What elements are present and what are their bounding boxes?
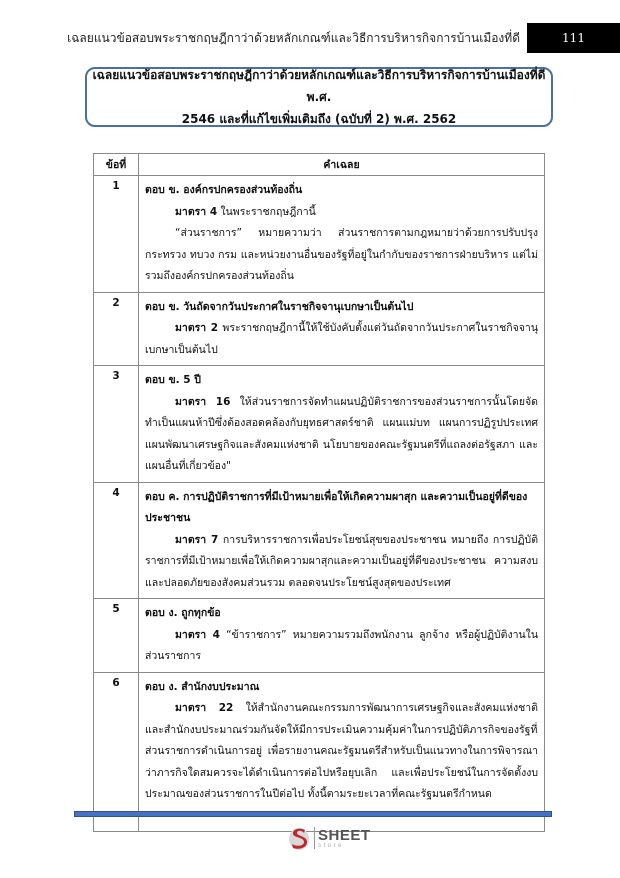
title-line-2: 2546 และที่แก้ไขเพิ่มเติมถึง (ฉบับที่ 2) พ.ศ. 2562 [181, 112, 457, 126]
logo-divider [314, 827, 315, 849]
answer-choice: ตอบ ค. การปฏิบัติราชการที่มีเป้าหมายเพื่อให้เกิดความผาสุก และความเป็นอยู่ที่ดีของประชาชน [145, 490, 528, 524]
explanation-paragraph [145, 223, 538, 288]
section-ref: มาตรา 16 [175, 395, 231, 408]
table-row [94, 366, 545, 483]
answer-cell [139, 599, 545, 673]
question-number: 5 [94, 599, 139, 673]
logo-word: SHEET [318, 826, 371, 844]
table-row [94, 292, 545, 366]
section-ref: มาตรา 2 [175, 322, 219, 334]
section-text: ให้ส่วนราชการจัดทำแผนปฏิบัติราชการของส่วนราชการนั้นโดยจัดทำเป็นแผนห้าปีซึ่งต้องสอดคล้องกับยุทธศาสตร์ชาติ แผนแม่บท แผนการปฏิรูปประเทศ แผนพัฒนาเศรษฐกิจและสังคมแห่งชาติ นโยบายของคณะรัฐมนตรีที่แถลงต่อรัฐสภา และแผนอื่นที่เกี่ยวข้อง" [145, 395, 538, 472]
explanation-paragraph [145, 318, 538, 361]
answer-table [93, 153, 545, 832]
section-ref: มาตรา 4 [175, 205, 218, 218]
answer-cell [139, 176, 545, 293]
logo-text [318, 828, 371, 849]
table-row [94, 672, 545, 831]
header-answer: คำเฉลย [139, 154, 545, 176]
section-ref: มาตรา 7 [175, 533, 219, 546]
question-number: 2 [94, 292, 139, 366]
question-number: 3 [94, 366, 139, 483]
section-ref: มาตรา 22 [175, 702, 234, 714]
section-text: ให้สำนักงานคณะกรรมการพัฒนาการเศรษฐกิจและสังคมแห่งชาติ และสำนักงบประมาณร่วมกันจัดให้มีการประเมินความคุ้มค่าในการปฏิบัติภารกิจของรัฐที่ส่วนราชการดำเนินการอยู่ เพื่อรายงานคณะรัฐมนตรีสำหรับเป็นแนวทางในการพิจารณาว่าภารกิจใดสมควรจะได้ดำเนินการต่อไปหรือยุบเลิก และเพื่อประโยชน์ในการจัดตั้งงบประมาณของส่วนราชการในปีต่อไป ทั้งนี้ตามระยะเวลาที่คณะรัฐมนตรีกำหนด [145, 702, 538, 800]
explanation-paragraph [145, 392, 538, 478]
table-row [94, 482, 545, 599]
explanation-paragraph [145, 698, 538, 806]
section-text: “ข้าราชการ” หมายความรวมถึงพนักงาน ลูกจ้าง หรือผู้ปฏิบัติงานในส่วนราชการ [145, 628, 538, 662]
answer-choice: ตอบ ข. 5 ปี [145, 374, 201, 386]
title-line-1: เฉลยแนวข้อสอบพระราชกฤษฎีกาว่าด้วยหลักเกณฑ์และวิธีการบริหารกิจการบ้านเมืองที่ดี พ.ศ. [92, 68, 546, 104]
answer-choice: ตอบ ข. องค์กรปกครองส่วนท้องถิ่น [145, 184, 303, 196]
answer-cell [139, 482, 545, 599]
footer-rule [74, 811, 552, 817]
section-text: “ส่วนราชการ” หมายความว่า ส่วนราชการตามกฎหมายว่าด้วยการปรับปรุงกระทรวง ทบวง กรม และหน่วยงานอื่นของรัฐที่อยู่ในกำกับของราชการฝ่ายบริหาร แต่ไม่รวมถึงองค์กรปกครองส่วนท้องถิ่น [145, 227, 538, 282]
explanation-paragraph [145, 530, 538, 595]
question-number: 1 [94, 176, 139, 293]
table-row [94, 176, 545, 293]
document-title-box [85, 67, 553, 127]
answer-choice: ตอบ ง. ถูกทุกข้อ [145, 607, 221, 619]
section-text: พระราชกฤษฎีกานี้ให้ใช้บังคับตั้งแต่วันถัดจากวันประกาศในราชกิจจานุเบกษาเป็นต้นไป [145, 322, 538, 356]
explanation-paragraph [145, 202, 538, 224]
answer-cell [139, 292, 545, 366]
question-number: 4 [94, 482, 139, 599]
answer-cell [139, 366, 545, 483]
explanation-paragraph [145, 625, 538, 668]
section-text: ในพระราชกฤษฎีกานี้ [217, 205, 316, 218]
sheet-store-s-icon [288, 825, 310, 851]
section-text: การบริหารราชการเพื่อประโยชน์สุขของประชาชน หมายถึง การปฏิบัติราชการที่มีเป้าหมายเพื่อให้เกิดความผาสุกและความเป็นอยู่ที่ดีของประชาชน ความสงบและปลอดภัยของสังคมส่วนรวม ตลอดจนประโยชน์สูงสุดของประเทศ [145, 533, 539, 589]
logo-subword: store [318, 842, 344, 849]
question-number: 6 [94, 672, 139, 831]
table-row [94, 599, 545, 673]
answer-choice: ตอบ ข. วันถัดจากวันประกาศในราชกิจจานุเบกษาเป็นต้นไป [145, 300, 414, 313]
sheet-store-logo [288, 823, 371, 853]
running-header-title: เฉลยแนวข้อสอบพระราชกฤษฎีกาว่าด้วยหลักเกณฑ์และวิธีการบริหารกิจการบ้านเมืองที่ดี [67, 31, 520, 45]
page-number: 111 [527, 23, 620, 53]
answer-cell [139, 672, 545, 831]
header-question-number: ข้อที่ [94, 154, 139, 176]
table-header-row [94, 154, 545, 176]
answer-choice: ตอบ ง. สำนักงบประมาณ [145, 680, 260, 693]
section-ref: มาตรา 4 [175, 628, 220, 641]
